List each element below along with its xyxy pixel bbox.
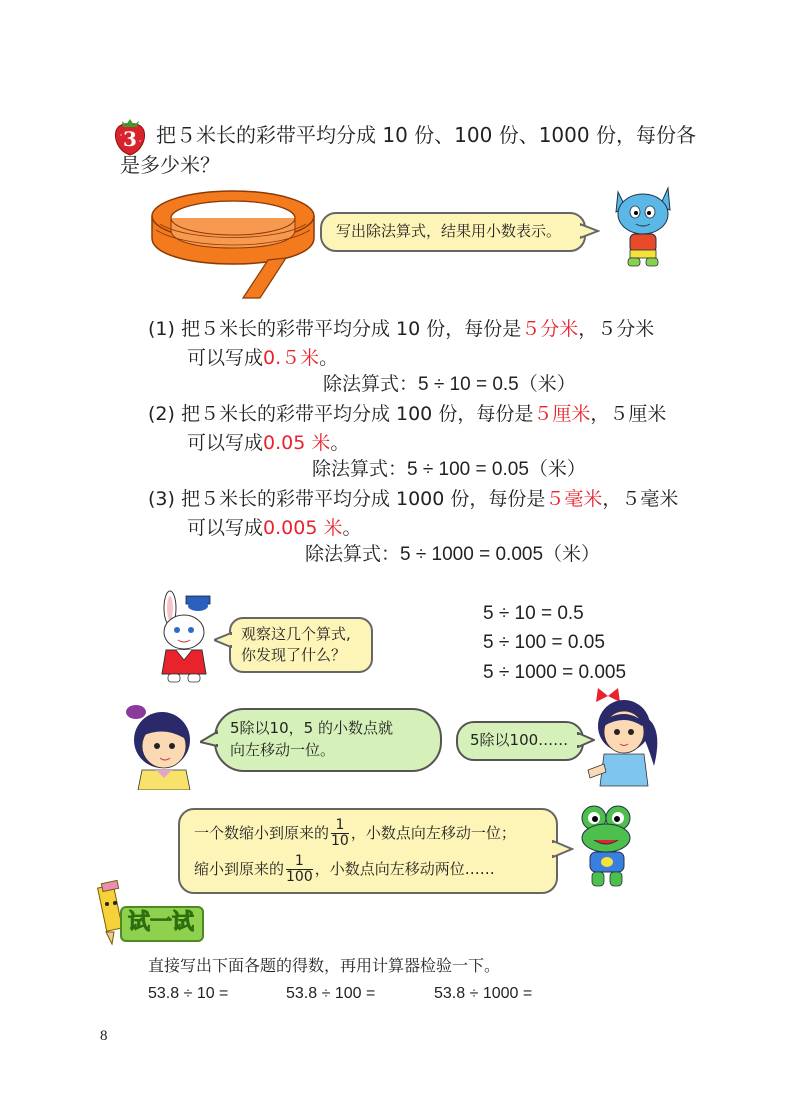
ribbon-roll-illustration <box>148 186 318 301</box>
exercise-2: 53.8 ÷ 100 = <box>286 985 376 1002</box>
girl-speech-bubble <box>456 721 584 761</box>
boy-speech-bubble <box>214 708 442 772</box>
example-line-2: 是多少米？ <box>120 153 220 177</box>
try-instruction: 直接写出下面各题的得数，再用计算器检验一下。 <box>148 956 501 975</box>
cat-bubble-tail <box>580 223 600 239</box>
fraction-2-denominator: 100 <box>286 869 313 885</box>
part-3-formula: 除法算式：5 ÷ 1000 = 0.005（米） <box>305 544 601 565</box>
rabbit-bubble-tail <box>214 632 232 648</box>
frog-character-illustration <box>574 800 644 896</box>
cat-speech-bubble <box>320 212 586 252</box>
example-badge <box>112 115 148 157</box>
part-1-line2-post: 。 <box>319 347 339 369</box>
part-3-text: 把５米长的彩带平均分成 1000 份，每份是 <box>180 488 546 510</box>
part-3-highlight-2: 0.005 米 <box>263 517 343 539</box>
frog-bubble-tail <box>552 840 574 858</box>
frog-line2-post: ，小数点向左移动两位…… <box>314 860 495 878</box>
frog-line2-pre: 缩小到原来的 <box>194 860 285 878</box>
part-3-highlight-1: ５毫米 <box>545 488 603 510</box>
equation-3: 5 ÷ 1000 = 0.005 <box>483 662 627 683</box>
boy-bubble-line-2: 向左移动一位。 <box>230 741 336 759</box>
part-1-formula: 除法算式：5 ÷ 10 = 0.5（米） <box>323 374 576 395</box>
cat-bubble-text: 写出除法算式，结果用小数表示。 <box>336 222 562 240</box>
frog-speech-bubble <box>178 808 558 894</box>
try-section-title: 试一试 <box>128 910 195 935</box>
part-3-label: (3) <box>148 488 175 510</box>
fraction-1-numerator: 1 <box>331 818 349 834</box>
part-1-mid: ，５分米 <box>578 318 655 340</box>
part-2-line-2 <box>187 430 349 456</box>
frog-bubble-line-2 <box>194 852 495 886</box>
rabbit-bubble-line-1: 观察这几个算式, <box>241 625 351 643</box>
frog-line1-pre: 一个数缩小到原来的 <box>194 824 330 842</box>
equation-2: 5 ÷ 100 = 0.05 <box>483 632 605 653</box>
fraction-1-denominator: 10 <box>331 833 349 849</box>
part-3-mid: ，５毫米 <box>602 488 679 510</box>
part-2-line2-post: 。 <box>330 432 350 454</box>
fraction-one-tenth <box>331 818 349 849</box>
equation-1: 5 ÷ 10 = 0.5 <box>483 603 584 624</box>
part-2-line2-pre: 可以写成 <box>187 432 264 454</box>
exercise-3: 53.8 ÷ 1000 = <box>434 985 533 1002</box>
part-1-line-1 <box>148 316 654 342</box>
part-1-highlight-1: ５分米 <box>521 318 579 340</box>
part-1-line2-pre: 可以写成 <box>187 347 264 369</box>
rabbit-speech-bubble <box>229 617 373 673</box>
part-1-label: (1) <box>148 318 175 340</box>
fraction-one-hundredth <box>286 854 313 885</box>
exercise-1: 53.8 ÷ 10 = <box>148 985 229 1002</box>
example-line-1: 把５米长的彩带平均分成 10 份、100 份、1000 份，每份各 <box>156 123 696 147</box>
page-number: 8 <box>100 1028 108 1044</box>
boy-character-illustration <box>124 700 200 790</box>
part-2-formula: 除法算式：5 ÷ 100 = 0.05（米） <box>312 459 586 480</box>
part-3-line2-pre: 可以写成 <box>187 517 264 539</box>
fraction-2-numerator: 1 <box>286 854 313 870</box>
try-section-header <box>120 906 204 942</box>
part-3-line2-post: 。 <box>342 517 362 539</box>
girl-character-illustration <box>584 686 674 792</box>
part-3-line-1 <box>148 486 678 512</box>
rabbit-bubble-line-2: 你发现了什么？ <box>241 646 347 664</box>
part-1-highlight-2: 0.５米 <box>263 347 320 369</box>
part-2-highlight-1: ５厘米 <box>533 403 591 425</box>
part-2-highlight-2: 0.05 米 <box>263 432 331 454</box>
part-2-line-1 <box>148 401 666 427</box>
boy-bubble-tail <box>200 730 218 748</box>
part-2-mid: ，５厘米 <box>590 403 667 425</box>
frog-line1-post: ，小数点向左移动一位； <box>350 824 516 842</box>
girl-bubble-text: 5除以100…… <box>470 731 569 749</box>
part-2-text: 把５米长的彩带平均分成 100 份，每份是 <box>180 403 534 425</box>
part-1-line-2 <box>187 345 338 371</box>
boy-bubble-line-1: 5除以10，5 的小数点就 <box>230 719 393 737</box>
frog-bubble-line-1 <box>194 816 516 850</box>
rabbit-character-illustration <box>148 590 218 686</box>
example-number: 3 <box>123 127 137 151</box>
part-1-text: 把５米长的彩带平均分成 10 份，每份是 <box>180 318 522 340</box>
part-3-line-2 <box>187 515 361 541</box>
cat-character-illustration <box>608 182 678 270</box>
part-2-label: (2) <box>148 403 175 425</box>
